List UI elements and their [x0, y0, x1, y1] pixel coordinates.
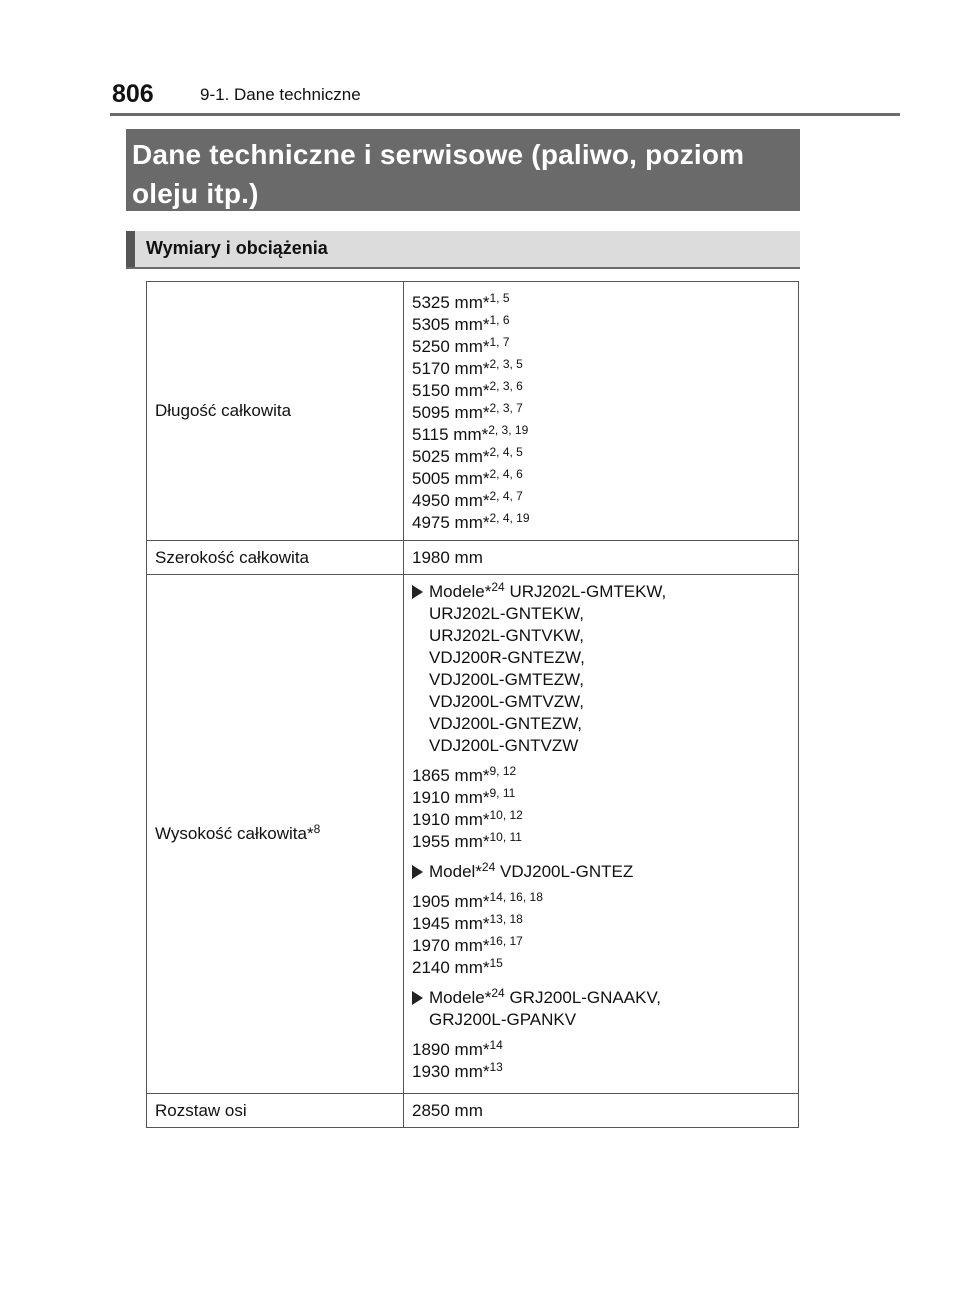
model-code: VDJ200L-GNTEZW, — [429, 714, 583, 733]
height-value-text: 1930 mm* — [412, 1062, 490, 1081]
model-group-heading — [412, 987, 790, 1009]
height-group-list — [412, 581, 790, 1083]
length-value-text: 5150 mm* — [412, 381, 490, 400]
length-value-footnote: 2, 4, 5 — [489, 445, 523, 459]
height-value-text: 2140 mm* — [412, 958, 490, 977]
height-value-text: 1890 mm* — [412, 1040, 490, 1059]
height-value — [412, 787, 790, 809]
page-number: 806 — [112, 80, 154, 108]
model-group-label: Model* — [429, 862, 482, 881]
length-value-text: 4950 mm* — [412, 491, 490, 510]
height-value — [412, 809, 790, 831]
model-code: URJ202L-GNTEKW, — [429, 604, 584, 623]
width-value: 1980 mm — [404, 541, 799, 575]
arrow-right-icon — [412, 585, 423, 599]
model-code: GRJ200L-GPANKV — [429, 1010, 577, 1029]
height-label-footnote: 8 — [313, 822, 321, 836]
model-group — [412, 987, 790, 1083]
length-value-text: 5005 mm* — [412, 469, 490, 488]
length-value-text: 5305 mm* — [412, 315, 490, 334]
height-value — [412, 1061, 790, 1083]
height-value-text: 1945 mm* — [412, 914, 490, 933]
model-code-list — [412, 603, 790, 757]
model-code: VDJ200L-GMTEZW, — [429, 670, 584, 689]
height-value-list — [412, 891, 790, 979]
subsection-title: Wymiary i obciążenia — [146, 238, 328, 258]
table-row-wheelbase — [147, 1094, 799, 1128]
model-group — [412, 861, 790, 979]
height-label — [147, 575, 404, 1094]
height-value — [412, 831, 790, 853]
page-title: Dane techniczne i serwisowe (paliwo, poziom oleju itp.) — [126, 129, 800, 211]
height-value-footnote: 16, 17 — [489, 934, 523, 948]
length-value — [412, 380, 790, 402]
length-value-footnote: 1, 5 — [489, 291, 510, 305]
length-value-footnote: 2, 4, 7 — [489, 489, 523, 503]
height-value — [412, 765, 790, 787]
length-value — [412, 358, 790, 380]
arrow-right-icon — [412, 991, 423, 1005]
table-row-width — [147, 541, 799, 575]
length-value — [412, 490, 790, 512]
model-code: URJ202L-GNTVKW, — [429, 626, 584, 645]
wheelbase-label: Rozstaw osi — [147, 1094, 404, 1128]
length-values — [404, 282, 799, 541]
header-divider — [110, 113, 900, 116]
length-value — [412, 336, 790, 358]
model-group-label: Modele* — [429, 988, 492, 1007]
length-value-footnote: 2, 4, 6 — [489, 467, 523, 481]
model-group-footnote: 24 — [481, 860, 496, 874]
model-group-heading — [412, 581, 790, 603]
model-code: URJ202L-GMTEKW, — [504, 582, 667, 601]
length-value-footnote: 2, 4, 19 — [489, 511, 530, 525]
model-code: VDJ200L-GNTEZ — [495, 862, 634, 881]
height-value-text: 1970 mm* — [412, 936, 490, 955]
length-value — [412, 402, 790, 424]
subsection-heading — [126, 231, 800, 269]
height-value-footnote: 9, 12 — [489, 764, 517, 778]
table-row-height — [147, 575, 799, 1094]
length-value-text: 5025 mm* — [412, 447, 490, 466]
model-group — [412, 581, 790, 853]
height-value-list — [412, 1039, 790, 1083]
length-value — [412, 468, 790, 490]
length-value — [412, 424, 790, 446]
length-value-footnote: 1, 6 — [489, 313, 510, 327]
arrow-right-icon — [412, 865, 423, 879]
model-code: VDJ200L-GNTVZW — [429, 736, 579, 755]
height-value — [412, 935, 790, 957]
model-group-footnote: 24 — [491, 580, 505, 594]
length-value-text: 5170 mm* — [412, 359, 490, 378]
table-row-length — [147, 282, 799, 541]
model-code: VDJ200R-GNTEZW, — [429, 648, 585, 667]
length-value-text: 5250 mm* — [412, 337, 490, 356]
height-value-footnote: 14, 16, 18 — [489, 890, 543, 904]
height-label-text: Wysokość całkowita* — [155, 824, 314, 843]
subsection-marker — [126, 231, 135, 267]
length-label: Długość całkowita — [147, 282, 404, 541]
model-code: GRJ200L-GNAAKV, — [504, 988, 661, 1007]
height-value — [412, 913, 790, 935]
model-group-footnote: 24 — [491, 986, 505, 1000]
length-value-footnote: 2, 3, 19 — [488, 423, 529, 437]
length-value-footnote: 1, 7 — [489, 335, 510, 349]
length-value-text: 5095 mm* — [412, 403, 490, 422]
length-value — [412, 292, 790, 314]
length-value-text: 5115 mm* — [412, 425, 489, 444]
height-value-list — [412, 765, 790, 853]
height-value-footnote: 14 — [489, 1038, 503, 1052]
height-value-footnote: 10, 12 — [489, 808, 523, 822]
height-value-footnote: 15 — [489, 956, 503, 970]
height-value-text: 1865 mm* — [412, 766, 490, 785]
section-reference: 9-1. Dane techniczne — [200, 85, 361, 104]
length-value-footnote: 2, 3, 5 — [489, 357, 523, 371]
length-value-text: 5325 mm* — [412, 293, 490, 312]
length-value — [412, 446, 790, 468]
length-value-text: 4975 mm* — [412, 513, 490, 532]
height-value — [412, 957, 790, 979]
model-group-label: Modele* — [429, 582, 492, 601]
height-value-text: 1910 mm* — [412, 810, 490, 829]
height-value-footnote: 13, 18 — [489, 912, 523, 926]
model-group-heading — [412, 861, 790, 883]
length-value-list — [412, 292, 790, 534]
height-value — [412, 1039, 790, 1061]
width-label: Szerokość całkowita — [147, 541, 404, 575]
height-value — [412, 891, 790, 913]
model-code-list — [412, 1009, 790, 1031]
length-value-footnote: 2, 3, 7 — [489, 401, 523, 415]
wheelbase-value: 2850 mm — [404, 1094, 799, 1128]
height-values — [404, 575, 799, 1094]
length-value — [412, 512, 790, 534]
height-value-text: 1905 mm* — [412, 892, 490, 911]
length-value-footnote: 2, 3, 6 — [489, 379, 523, 393]
height-value-footnote: 13 — [489, 1060, 503, 1074]
model-code: VDJ200L-GMTVZW, — [429, 692, 584, 711]
length-value — [412, 314, 790, 336]
dimensions-table — [146, 281, 799, 1128]
height-value-footnote: 10, 11 — [489, 830, 522, 844]
height-value-text: 1955 mm* — [412, 832, 490, 851]
height-value-text: 1910 mm* — [412, 788, 490, 807]
height-value-footnote: 9, 11 — [489, 786, 516, 800]
